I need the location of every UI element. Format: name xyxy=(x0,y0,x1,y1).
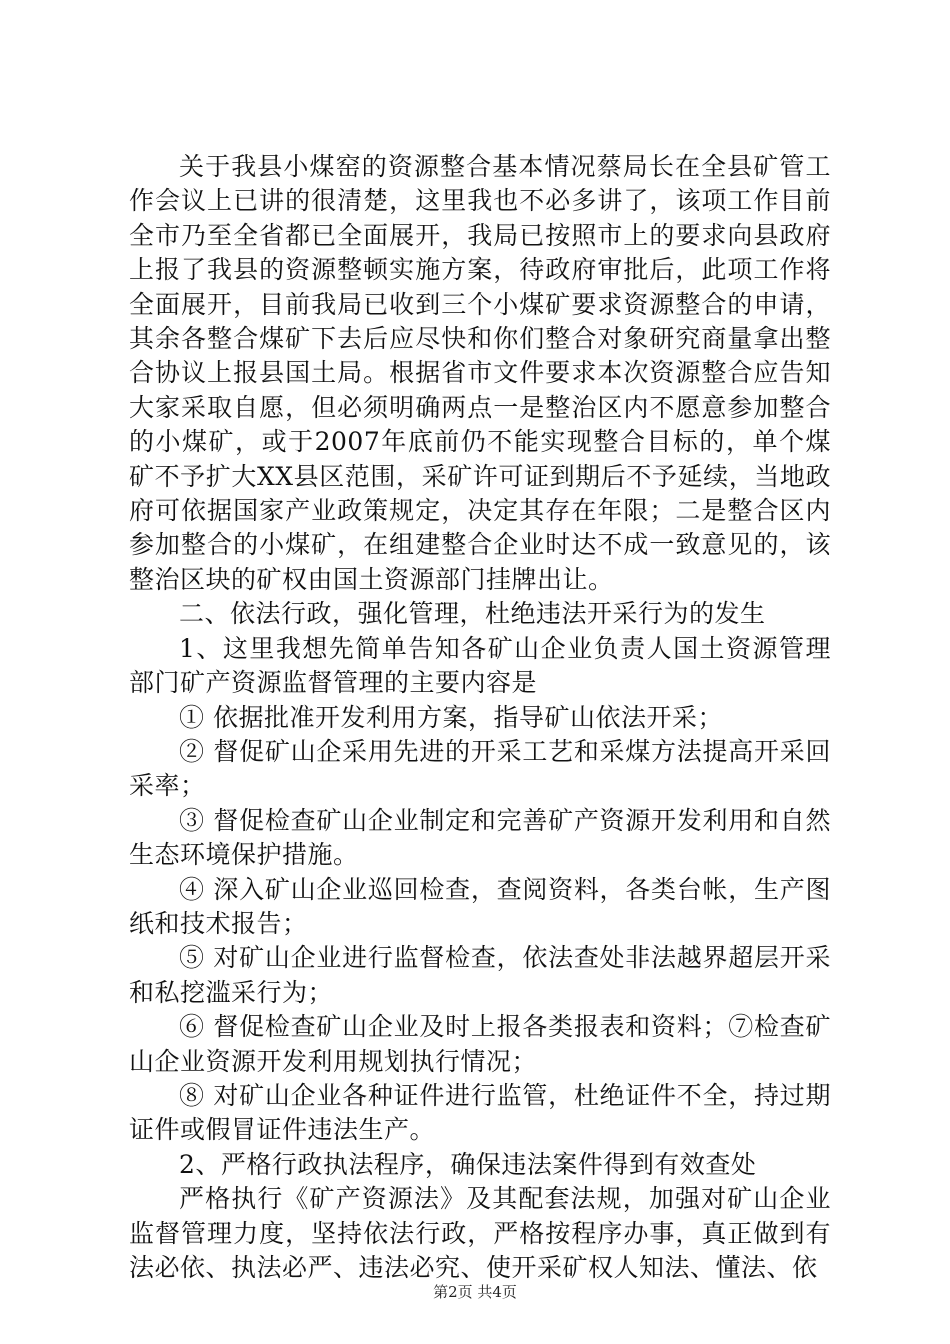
document-body xyxy=(129,150,831,1285)
page-footer: 第2页 共4页 xyxy=(433,1283,517,1301)
list-item-6-7: ⑥ 督促检查矿山企业及时上报各类报表和资料；⑦检查矿山企业资源开发利用规划执行情况； xyxy=(129,1012,831,1076)
list-item-3: ③ 督促检查矿山企业制定和完善矿产资源开发利用和自然生态环境保护措施。 xyxy=(129,805,831,870)
list-item-2: ② 督促矿山企采用先进的开采工艺和采煤方法提高开采回采率； xyxy=(129,736,831,801)
paragraph-law-enforcement: 严格执行《矿产资源法》及其配套法规，加强对矿山企业监督管理力度，坚持依法行政，严格按程序办事，真正做到有法必依、执法必严、违法必究、使开采矿权人知法、懂法、依 xyxy=(129,1184,831,1282)
list-item-8: ⑧ 对矿山企业各种证件进行监管，杜绝证件不全，持过期证件或假冒证件违法生产。 xyxy=(129,1080,831,1145)
subsection-heading-2: 2、严格行政执法程序，确保违法案件得到有效查处 xyxy=(179,1149,757,1179)
section-heading-2: 二、依法行政，强化管理，杜绝违法开采行为的发生 xyxy=(179,599,766,629)
list-item-5: ⑤ 对矿山企业进行监督检查，依法查处非法越界超层开采和私挖滥采行为； xyxy=(129,943,831,1007)
subsection-heading-1: 1、这里我想先简单告知各矿山企业负责人国土资源管理部门矿产资源监督管理的主要内容是 xyxy=(129,633,831,698)
paragraph-resource-integration: 关于我县小煤窑的资源整合基本情况蔡局长在全县矿管工作会议上已讲的很清楚，这里我也不必多讲了，该项工作目前全市乃至全省都已全面展开，我局已按照市上的要求向县政府上报了我县的资源整顿实施方案，待政府审批后，此项工作将全面展开，目前我局已收到三个小煤矿要求资源整合的申请，其余各整合煤矿下去后应尽快和你们整合对象研究商量拿出整合协议上报县国土局。根据省市文件要求本次资源整合应告知大家采取自愿，但必须明确两点一是整治区内不愿意参加整合的小煤矿，或于2007年底前仍不能实现整合目标的，单个煤矿不予扩大XX县区范围，采矿许可证到期后不予延续，当地政府可依据国家产业政策规定，决定其存在年限；二是整合区内参加整合的小煤矿，在组建整合企业时达不成一致意见的，该整治区块的矿权由国土资源部门挂牌出让。 xyxy=(129,152,831,594)
list-item-1: ① 依据批准开发利用方案，指导矿山依法开采； xyxy=(179,702,723,732)
list-item-4: ④ 深入矿山企业巡回检查，查阅资料，各类台帐，生产图纸和技术报告； xyxy=(129,874,831,938)
